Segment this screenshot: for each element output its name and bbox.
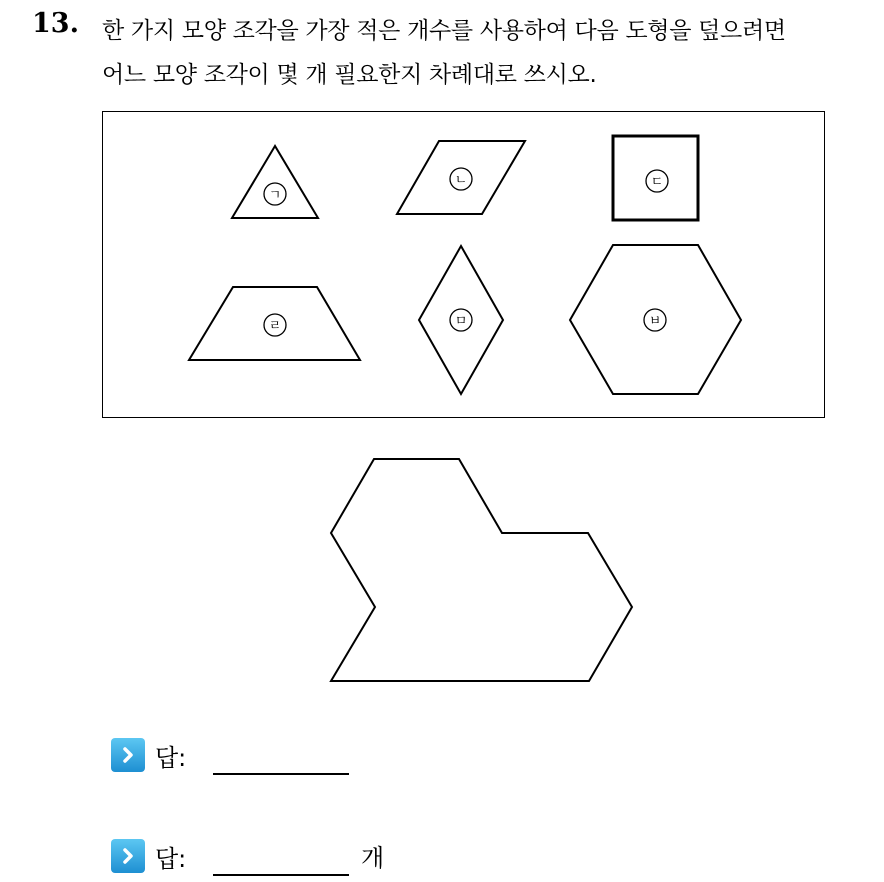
chevron-right-icon — [111, 738, 145, 772]
piece-label-giyeok: ㄱ — [268, 188, 282, 203]
answer-label: 답: — [155, 743, 187, 772]
piece-label-nieun: ㄴ — [454, 173, 468, 188]
target-figure — [331, 459, 632, 681]
answer-label: 답: — [155, 844, 187, 873]
question-text-line-1: 한 가지 모양 조각을 가장 적은 개수를 사용하여 다음 도형을 덮으려면 — [102, 18, 786, 44]
triangle-piece — [232, 146, 318, 218]
question-text-line-2: 어느 모양 조각이 몇 개 필요한지 차례대로 쓰시오. — [102, 62, 597, 88]
answer-blank-2[interactable] — [213, 874, 349, 876]
piece-label-bieup: ㅂ — [648, 314, 662, 329]
answer-row-1 — [111, 735, 186, 775]
answer-row-2 — [111, 836, 385, 876]
piece-label-digeut: ㄷ — [650, 175, 664, 190]
piece-label-mieum: ㅁ — [454, 314, 468, 329]
answer-unit: 개 — [361, 844, 385, 872]
piece-label-rieul: ㄹ — [268, 319, 282, 334]
answer-blank-1[interactable] — [213, 773, 349, 775]
chevron-right-icon — [111, 839, 145, 873]
question-number: 13. — [32, 8, 79, 39]
